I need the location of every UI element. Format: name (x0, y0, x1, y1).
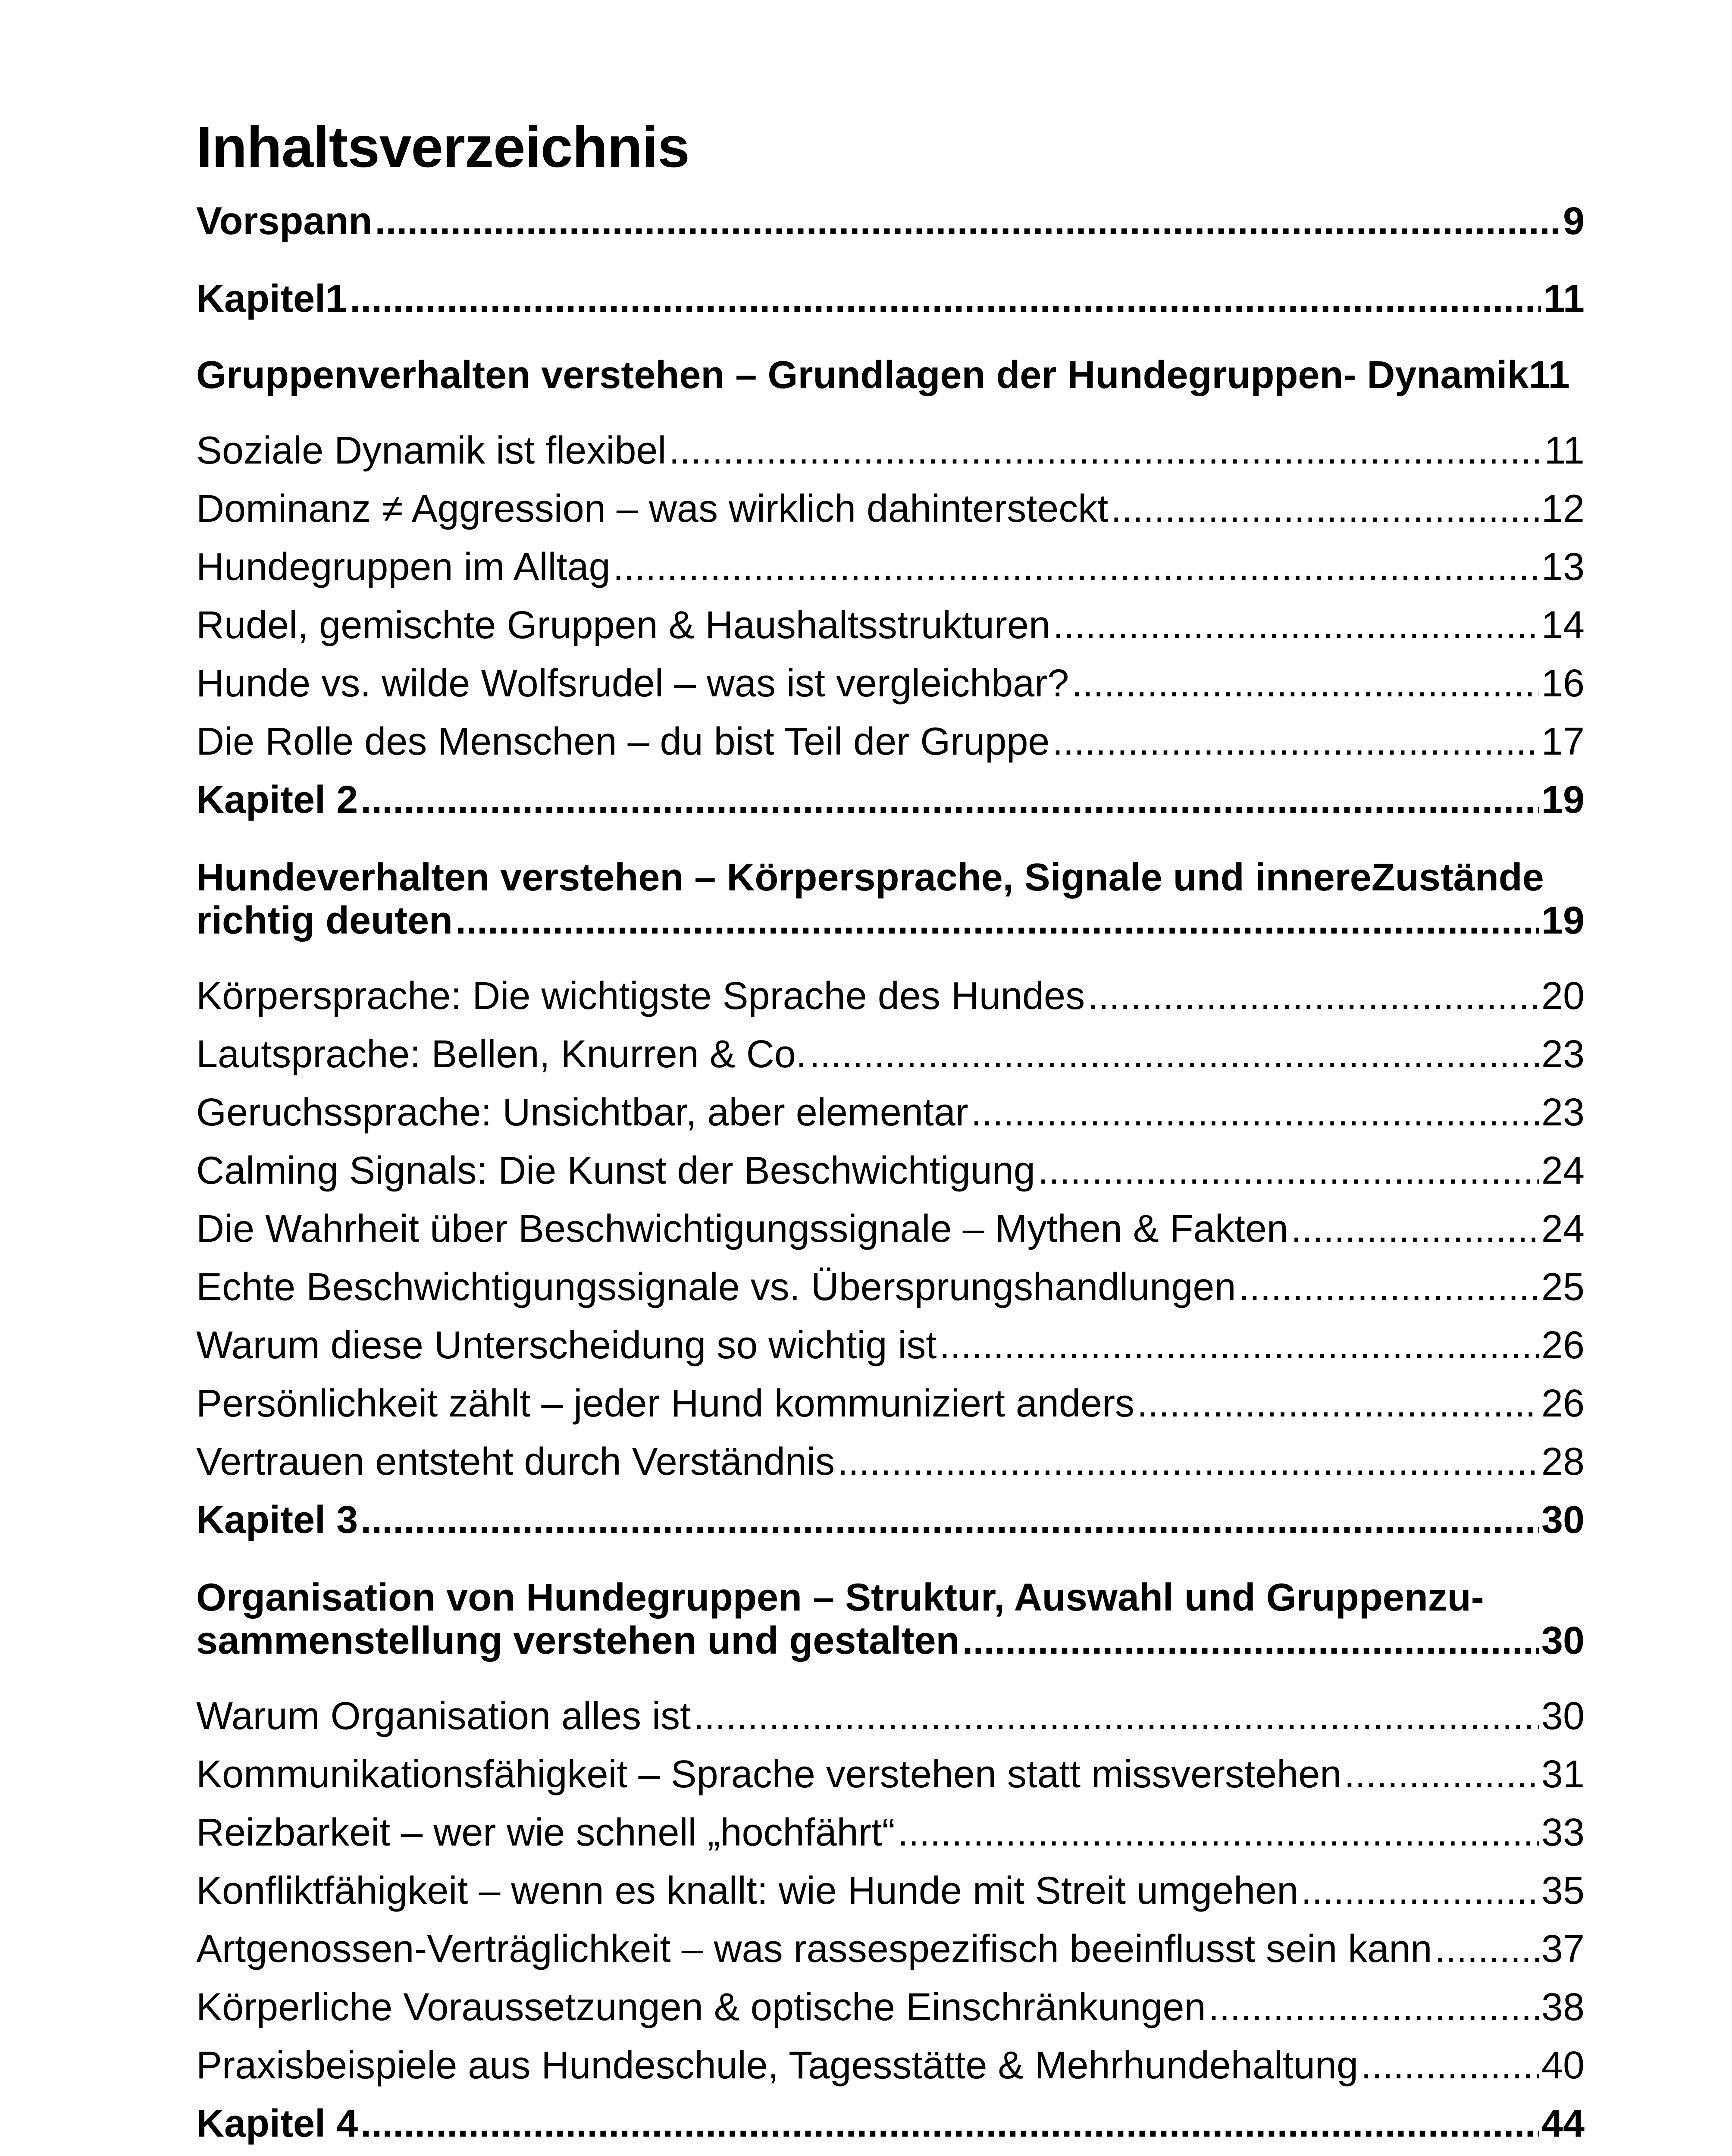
toc-entry-title: Persönlichkeit zählt – jeder Hund kommuniziert anders (196, 1382, 1135, 1425)
dot-leader (1291, 1210, 1539, 1248)
toc-entry-page: 30 (1541, 1695, 1585, 1738)
toc-entry-page: 24 (1541, 1149, 1585, 1192)
toc-entry[interactable] (196, 545, 1585, 589)
dot-leader (1111, 489, 1539, 528)
dot-leader (693, 1697, 1539, 1736)
toc-entry-page: 20 (1541, 975, 1585, 1018)
toc-entry-title: Die Rolle des Menschen – du bist Teil der Gruppe (196, 720, 1050, 763)
toc-entry-page: 25 (1541, 1266, 1585, 1309)
dot-leader (350, 279, 1541, 318)
toc-entry-title: richtig deuten (196, 899, 453, 942)
toc-entry[interactable] (196, 1326, 1585, 1365)
toc-section-heading-1[interactable]: Gruppenverhalten verstehen – Grundlagen der Hundegruppen- Dynamik11 (196, 354, 1570, 397)
toc-entry-kapitel-1[interactable] (196, 279, 1585, 318)
toc-entry[interactable] (196, 722, 1585, 761)
toc-entry-page: 11 (1544, 429, 1585, 472)
toc-entry-page: 33 (1541, 1811, 1585, 1854)
toc-entry-title: Körpersprache: Die wichtigste Sprache des Hundes (196, 975, 1085, 1018)
toc-entry-page: 19 (1541, 778, 1585, 821)
dot-leader (360, 2104, 1539, 2143)
toc-entry[interactable] (196, 1927, 1585, 1971)
toc-entry[interactable] (196, 606, 1585, 645)
toc-entry-title: Reizbarkeit – wer wie schnell „hochfährt“ (196, 1811, 895, 1854)
toc-entry-page: 16 (1541, 662, 1585, 705)
toc-entry[interactable] (196, 1697, 1585, 1736)
toc-entry-title: Körperliche Voraussetzungen & optische Einschränkungen (196, 1986, 1206, 2029)
dot-leader (1361, 2046, 1539, 2085)
toc-entry-page: 40 (1541, 2044, 1585, 2087)
toc-heading: Inhaltsverzeichnis (196, 115, 689, 179)
dot-leader (669, 431, 1541, 470)
dot-leader (455, 901, 1539, 940)
toc-entry-title: Kapitel 2 (196, 778, 358, 821)
toc-entry[interactable] (196, 1035, 1585, 1074)
toc-entry[interactable] (196, 1813, 1585, 1852)
dot-leader (1434, 1930, 1538, 1968)
dot-leader (1052, 722, 1538, 761)
toc-entry[interactable] (196, 1988, 1585, 2027)
dot-leader (1087, 977, 1539, 1015)
toc-entry[interactable] (196, 664, 1585, 703)
toc-entry[interactable] (196, 1755, 1585, 1794)
toc-entry[interactable] (196, 975, 1585, 1018)
toc-entry-page: 28 (1541, 1440, 1585, 1483)
toc-entry[interactable] (196, 1207, 1585, 1250)
toc-entry-page: 31 (1541, 1753, 1585, 1796)
toc-entry-title: Kapitel 4 (196, 2102, 358, 2145)
dot-leader (1239, 1268, 1539, 1307)
toc-section-heading-2-cont[interactable] (196, 901, 1585, 940)
toc-entry[interactable] (196, 1151, 1585, 1190)
toc-entry-page: 9 (1563, 200, 1585, 243)
toc-entry[interactable] (196, 431, 1585, 470)
toc-entry-title: Kapitel1 (196, 277, 348, 320)
toc-entry-title: Dominanz ≠ Aggression – was wirklich dahintersteckt (196, 487, 1109, 530)
toc-entry-title: Konfliktfähigkeit – wenn es knallt: wie Hunde mit Streit umgehen (196, 1869, 1299, 1912)
dot-leader (360, 1501, 1539, 1539)
dot-leader (898, 1813, 1539, 1852)
toc-entry-title: Hunde vs. wilde Wolfsrudel – was ist vergleichbar? (196, 662, 1069, 705)
toc-entry-title: Vorspann (196, 200, 373, 243)
toc-entry-title: Calming Signals: Die Kunst der Beschwichtigung (196, 1149, 1035, 1192)
toc-entry[interactable] (196, 489, 1585, 528)
toc-entry-title: Die Wahrheit über Beschwichtigungssignale – Mythen & Fakten (196, 1207, 1288, 1250)
toc-entry[interactable] (196, 1442, 1585, 1481)
toc-entry-title: Warum diese Unterscheidung so wichtig ist (196, 1324, 937, 1367)
toc-entry-title: Warum Organisation alles ist (196, 1695, 691, 1738)
dot-leader (971, 1093, 1539, 1132)
toc-entry[interactable] (196, 1871, 1585, 1910)
toc-entry-page: 13 (1541, 545, 1585, 589)
toc-entry-title: Vertrauen entsteht durch Verständnis (196, 1440, 835, 1483)
toc-entry[interactable] (196, 1093, 1585, 1132)
toc-entry[interactable] (196, 2046, 1585, 2085)
toc-entry-title: Artgenossen-Verträglichkeit – was rassespezifisch beeinflusst sein kann (196, 1927, 1432, 1971)
toc-entry-page: 24 (1541, 1207, 1585, 1250)
toc-entry-page: 19 (1541, 899, 1585, 942)
toc-entry-title: Soziale Dynamik ist flexibel (196, 429, 667, 472)
toc-entry-page: 35 (1541, 1869, 1585, 1912)
toc-entry-page: 44 (1541, 2102, 1585, 2145)
dot-leader (1209, 1988, 1539, 2027)
toc-entry-page: 17 (1541, 720, 1585, 763)
dot-leader (1038, 1151, 1539, 1190)
toc-section-heading-3[interactable]: Organisation von Hundegruppen – Struktur, Auswahl und Gruppenzu- (196, 1576, 1484, 1619)
toc-entry-title: Kapitel 3 (196, 1498, 358, 1542)
dot-leader (837, 1442, 1539, 1481)
toc-entry-title: Rudel, gemischte Gruppen & Haushaltsstrukturen (196, 604, 1051, 647)
toc-entry-kapitel-3[interactable] (196, 1498, 1585, 1542)
toc-entry-page: 30 (1541, 1498, 1585, 1542)
toc-entry[interactable] (196, 1384, 1585, 1423)
toc-entry-vorspann[interactable] (196, 202, 1585, 241)
dot-leader (1301, 1871, 1539, 1910)
dot-leader (360, 780, 1539, 819)
toc-entry-page: 14 (1541, 604, 1585, 647)
toc-entry-page: 30 (1541, 1619, 1585, 1662)
toc-entry-page: 23 (1541, 1033, 1585, 1076)
toc-entry-title: Echte Beschwichtigungssignale vs. Übersprungshandlungen (196, 1266, 1236, 1309)
toc-entry-page: 37 (1541, 1927, 1585, 1971)
dot-leader (939, 1326, 1539, 1365)
toc-entry-title: sammenstellung verstehen und gestalten (196, 1619, 960, 1662)
dot-leader (375, 202, 1560, 241)
toc-entry-kapitel-4[interactable] (196, 2104, 1585, 2143)
toc-entry-title: Kommunikationsfähigkeit – Sprache verstehen statt missverstehen (196, 1753, 1342, 1796)
dot-leader (1071, 664, 1539, 703)
dot-leader (613, 548, 1539, 586)
toc-entry-page: 38 (1541, 1986, 1585, 2029)
dot-leader (1137, 1384, 1539, 1423)
toc-entry-title: Hundegruppen im Alltag (196, 545, 611, 589)
toc-entry-kapitel-2[interactable] (196, 780, 1585, 819)
toc-entry-page: 23 (1541, 1091, 1585, 1134)
dot-leader (1053, 606, 1539, 645)
toc-entry-title: Praxisbeispiele aus Hundeschule, Tagesstätte & Mehrhundehaltung (196, 2044, 1359, 2087)
toc-entry-page: 12 (1541, 487, 1585, 530)
toc-section-heading-3-cont[interactable] (196, 1621, 1585, 1660)
dot-leader (962, 1621, 1538, 1660)
toc-entry-page: 26 (1541, 1324, 1585, 1367)
toc-entry-page: 26 (1541, 1382, 1585, 1425)
dot-leader (1344, 1755, 1539, 1794)
toc-entry[interactable] (196, 1268, 1585, 1307)
toc-entry-title: Geruchssprache: Unsichtbar, aber elementar (196, 1091, 968, 1134)
toc-entry-page: 11 (1543, 277, 1585, 320)
dot-leader (809, 1035, 1539, 1074)
toc-section-heading-2[interactable]: Hundeverhalten verstehen – Körpersprache, Signale und innereZustände (196, 856, 1544, 899)
toc-entry-title: Lautsprache: Bellen, Knurren & Co. (196, 1033, 807, 1076)
